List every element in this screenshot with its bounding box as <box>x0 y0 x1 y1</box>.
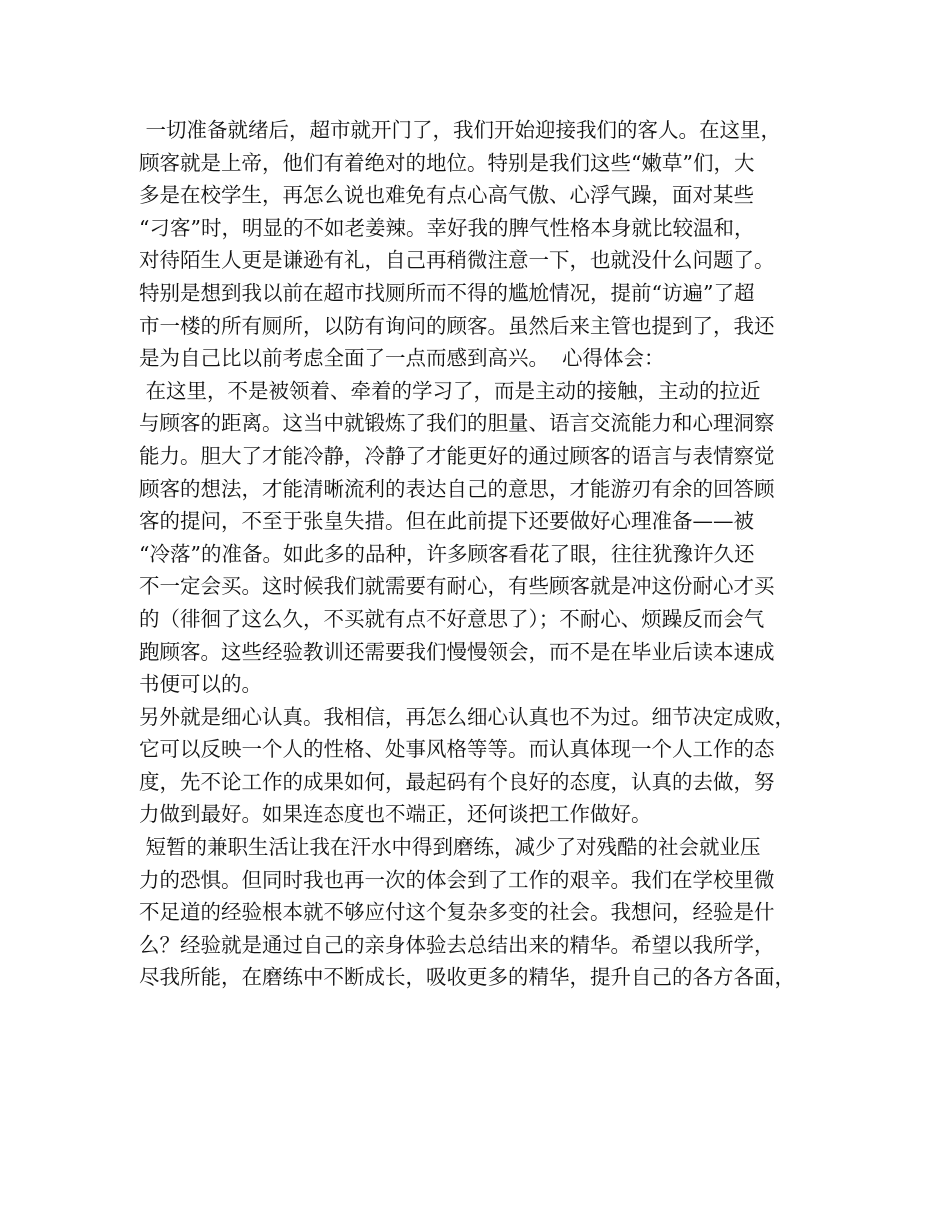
text-line: 多是在校学生，再怎么说也难免有点心高气傲、心浮气躁，面对某些 <box>139 183 754 208</box>
text-line: 力做到最好。如果连态度也不端正，还何谈把工作做好。 <box>139 802 652 827</box>
text-line: 在这里，不是被领着、牵着的学习了，而是主动的接触，主动的拉近 <box>139 378 761 403</box>
text-line: 它可以反映一个人的性格、处事风格等等。而认真体现一个人工作的态 <box>139 737 775 762</box>
text-line: 尽我所能，在磨练中不断成长，吸收更多的精华，提升自己的各方各面， <box>139 965 795 990</box>
text-line: 不足道的经验根本就不够应付这个复杂多变的社会。我想问，经验是什 <box>139 900 775 925</box>
text-line: 么？经验就是通过自己的亲身体验去总结出来的精华。希望以我所学， <box>139 932 775 957</box>
text-line: 是为自己比以前考虑全面了一点而感到高兴。 心得体会： <box>139 346 665 371</box>
text-line: 度，先不论工作的成果如何，最起码有个良好的态度，认真的去做，努 <box>139 769 775 794</box>
text-line: 另外就是细心认真。我相信，再怎么细心认真也不为过。细节决定成败， <box>139 704 795 729</box>
text-line: “冷落”的准备。如此多的品种，许多顾客看花了眼，往往犹豫许久还 <box>139 541 755 566</box>
text-line: 客的提问，不至于张皇失措。但在此前提下还要做好心理准备——被 <box>139 509 754 534</box>
text-line: 跑顾客。这些经验教训还需要我们慢慢领会，而不是在毕业后读本速成 <box>139 639 775 664</box>
text-line: 一切准备就绪后，超市就开门了，我们开始迎接我们的客人。在这里， <box>139 118 782 142</box>
text-line: “刁客”时，明显的不如老姜辣。幸好我的脾气性格本身就比较温和， <box>139 215 755 240</box>
text-line: 顾客就是上帝，他们有着绝对的地位。特别是我们这些“嫩草”们，大 <box>139 150 755 175</box>
body-text <box>139 114 829 994</box>
text-line: 不一定会买。这时候我们就需要有耐心，有些顾客就是冲这份耐心才买 <box>139 574 775 599</box>
text-line: 力的恐惧。但同时我也再一次的体会到了工作的艰辛。我们在学校里微 <box>139 867 775 892</box>
text-line: 能力。胆大了才能冷静，冷静了才能更好的通过顾客的语言与表情察觉 <box>139 443 775 468</box>
text-line: 市一楼的所有厕所，以防有询问的顾客。虽然后来主管也提到了，我还 <box>139 313 775 338</box>
text-line: 的（徘徊了这么久，不买就有点不好意思了）；不耐心、烦躁反而会气 <box>139 606 765 631</box>
text-line: 特别是想到我以前在超市找厕所而不得的尴尬情况，提前“访遍”了超 <box>139 280 755 305</box>
text-line: 短暂的兼职生活让我在汗水中得到磨练，减少了对残酷的社会就业压 <box>139 835 761 860</box>
text-line: 对待陌生人更是谦逊有礼，自己再稍微注意一下，也就没什么问题了。 <box>139 248 775 273</box>
text-line: 与顾客的距离。这当中就锻炼了我们的胆量、语言交流能力和心理洞察 <box>139 411 775 436</box>
text-line: 顾客的想法，才能清晰流利的表达自己的意思，才能游刃有余的回答顾 <box>139 476 775 501</box>
text-line: 书便可以的。 <box>139 672 262 697</box>
